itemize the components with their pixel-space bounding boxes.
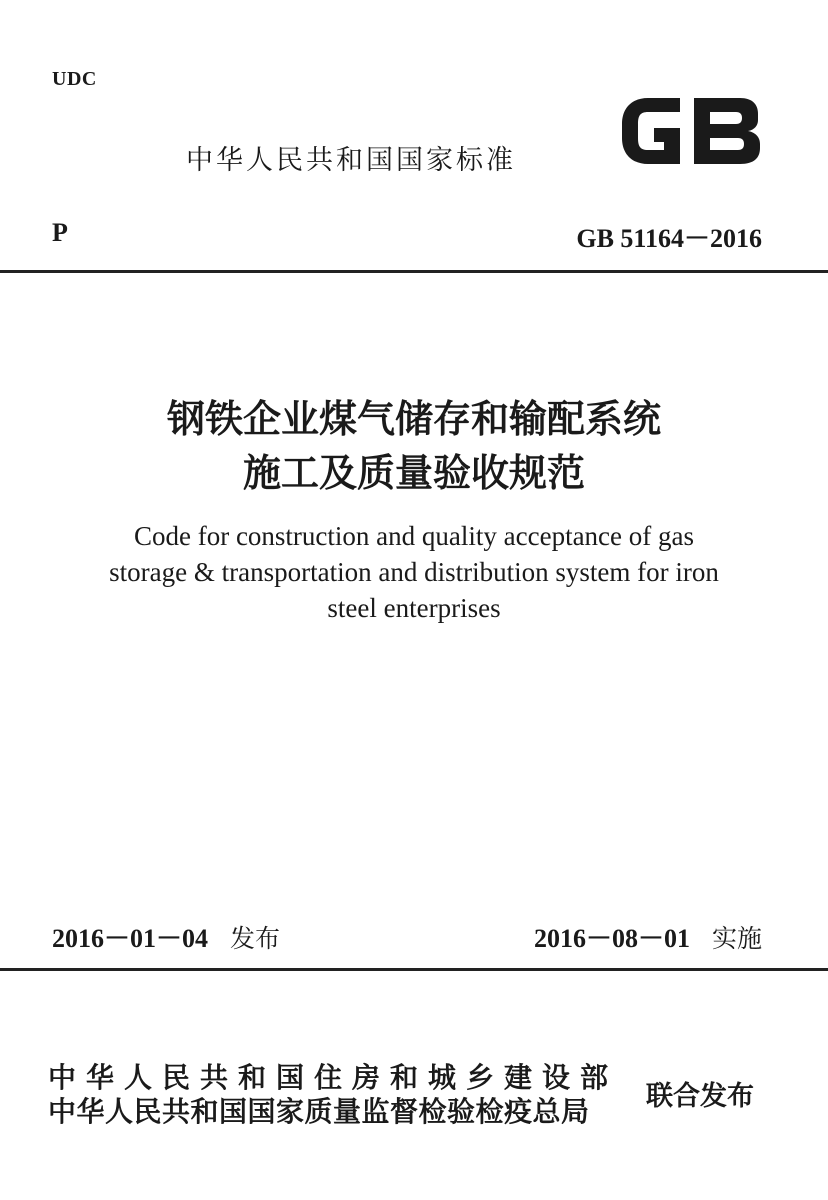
gb-logo-g [622,98,680,164]
issue-label: 发布 [230,924,281,953]
effective-label: 实施 [711,924,762,953]
issuer-ministry: 中华人民共和国住房和城乡建设部 [48,1061,619,1094]
effective-date: 2016－08－01 [533,924,690,953]
issue-date: 2016－01－04 [52,924,209,953]
title-en-line3: steel enterprises [327,593,501,623]
title-chinese [0,393,828,501]
bottom-divider [0,968,828,971]
gb-logo-b [694,98,760,164]
gb-logo-icon [618,94,764,168]
title-cn-line2: 施工及质量验收规范 [242,453,585,495]
joint-issue-label: 联合发布 [646,1081,754,1112]
standard-type: 中华人民共和国国家标准 [186,145,516,176]
issue-date-block [52,918,280,955]
title-english [40,518,788,626]
udc-label: UDC [52,68,97,90]
standard-number: GB 51164－2016 [576,224,762,253]
top-divider [0,270,828,273]
issuer-aqsiq: 中华人民共和国国家质量监督检验检疫总局 [48,1095,590,1128]
title-cn-line1: 钢铁企业煤气储存和输配系统 [166,399,661,441]
effective-date-block [534,918,762,955]
title-en-line1: Code for construction and quality acceptance of gas [133,521,695,551]
title-en-line2: storage & transportation and distribution system for iron [109,557,719,587]
category-code: P [52,218,68,247]
